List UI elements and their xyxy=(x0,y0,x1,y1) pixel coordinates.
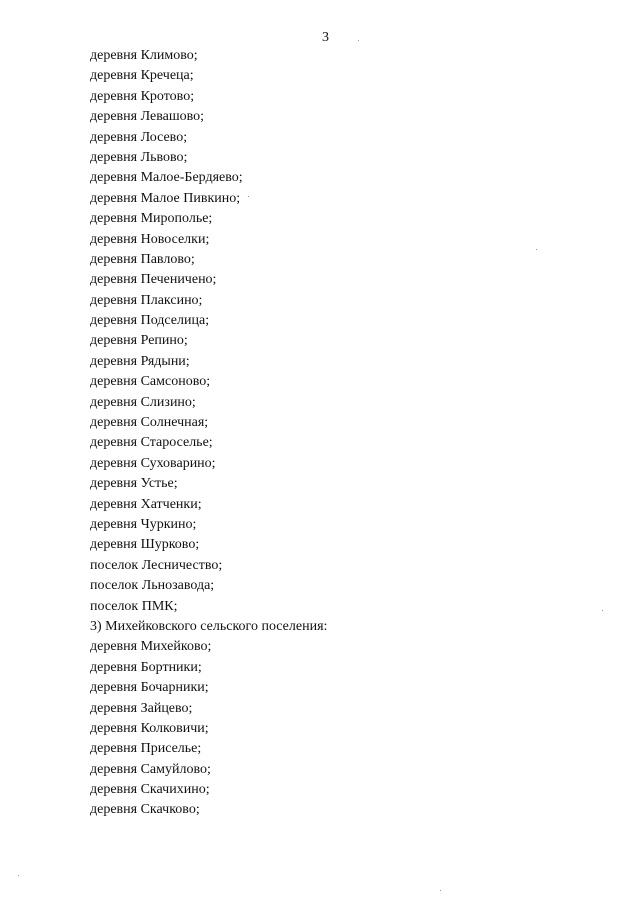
list-line: деревня Бортники; xyxy=(90,659,202,675)
scan-speck xyxy=(536,249,537,250)
list-line: деревня Скачихино; xyxy=(90,782,210,798)
list-line: деревня Колковичи; xyxy=(90,720,209,736)
list-line: деревня Климово; xyxy=(90,48,198,63)
scan-speck xyxy=(440,890,441,891)
list-line: деревня Новоселки; xyxy=(90,231,210,247)
list-line: деревня Павлово; xyxy=(90,251,195,267)
list-line: деревня Чуркино; xyxy=(90,516,197,532)
list-line: поселок ПМК; xyxy=(90,598,178,614)
scan-speck xyxy=(18,875,19,876)
list-line: деревня Солнечная; xyxy=(90,415,209,431)
page-number: 3 xyxy=(322,30,329,45)
list-line: деревня Плаксино; xyxy=(90,292,203,308)
list-line: деревня Репино; xyxy=(90,333,188,349)
list-line: деревня Устье; xyxy=(90,476,178,492)
list-line: деревня Мирополье; xyxy=(90,211,213,227)
list-line: деревня Самсоново; xyxy=(90,374,211,390)
scan-speck xyxy=(602,610,603,611)
list-line: деревня Слизино; xyxy=(90,394,196,410)
list-line: деревня Бочарники; xyxy=(90,680,209,696)
list-line: деревня Левашово; xyxy=(90,109,205,125)
list-line: деревня Печеничено; xyxy=(90,272,217,288)
list-line: деревня Самуйлово; xyxy=(90,761,211,777)
list-line: деревня Малое Пивкино; xyxy=(90,190,241,206)
list-line: деревня Кротово; xyxy=(90,88,195,104)
scan-speck xyxy=(358,40,359,41)
list-line: деревня Зайцево; xyxy=(90,700,193,716)
list-line: деревня Малое-Бердяево; xyxy=(90,170,243,186)
list-line: деревня Староселье; xyxy=(90,435,213,451)
list-line: деревня Хатченки; xyxy=(90,496,202,512)
list-line: деревня Лосево; xyxy=(90,129,188,145)
list-line: деревня Шурково; xyxy=(90,537,200,553)
list-line: деревня Скачково; xyxy=(90,802,200,818)
scan-speck xyxy=(248,196,249,197)
list-line: поселок Лесничество; xyxy=(90,557,223,573)
list-line: деревня Приселье; xyxy=(90,741,202,757)
list-line: деревня Михейково; xyxy=(90,639,212,655)
settlement-list xyxy=(90,46,327,821)
list-line: деревня Подселица; xyxy=(90,313,210,329)
list-line: деревня Суховарино; xyxy=(90,455,216,471)
list-line: деревня Львово; xyxy=(90,149,188,165)
list-line: поселок Льнозавода; xyxy=(90,578,215,594)
section-heading: 3) Михейковского сельского поселения: xyxy=(90,618,328,634)
list-line: деревня Рядыни; xyxy=(90,353,190,369)
list-line: деревня Кречеца; xyxy=(90,68,194,84)
